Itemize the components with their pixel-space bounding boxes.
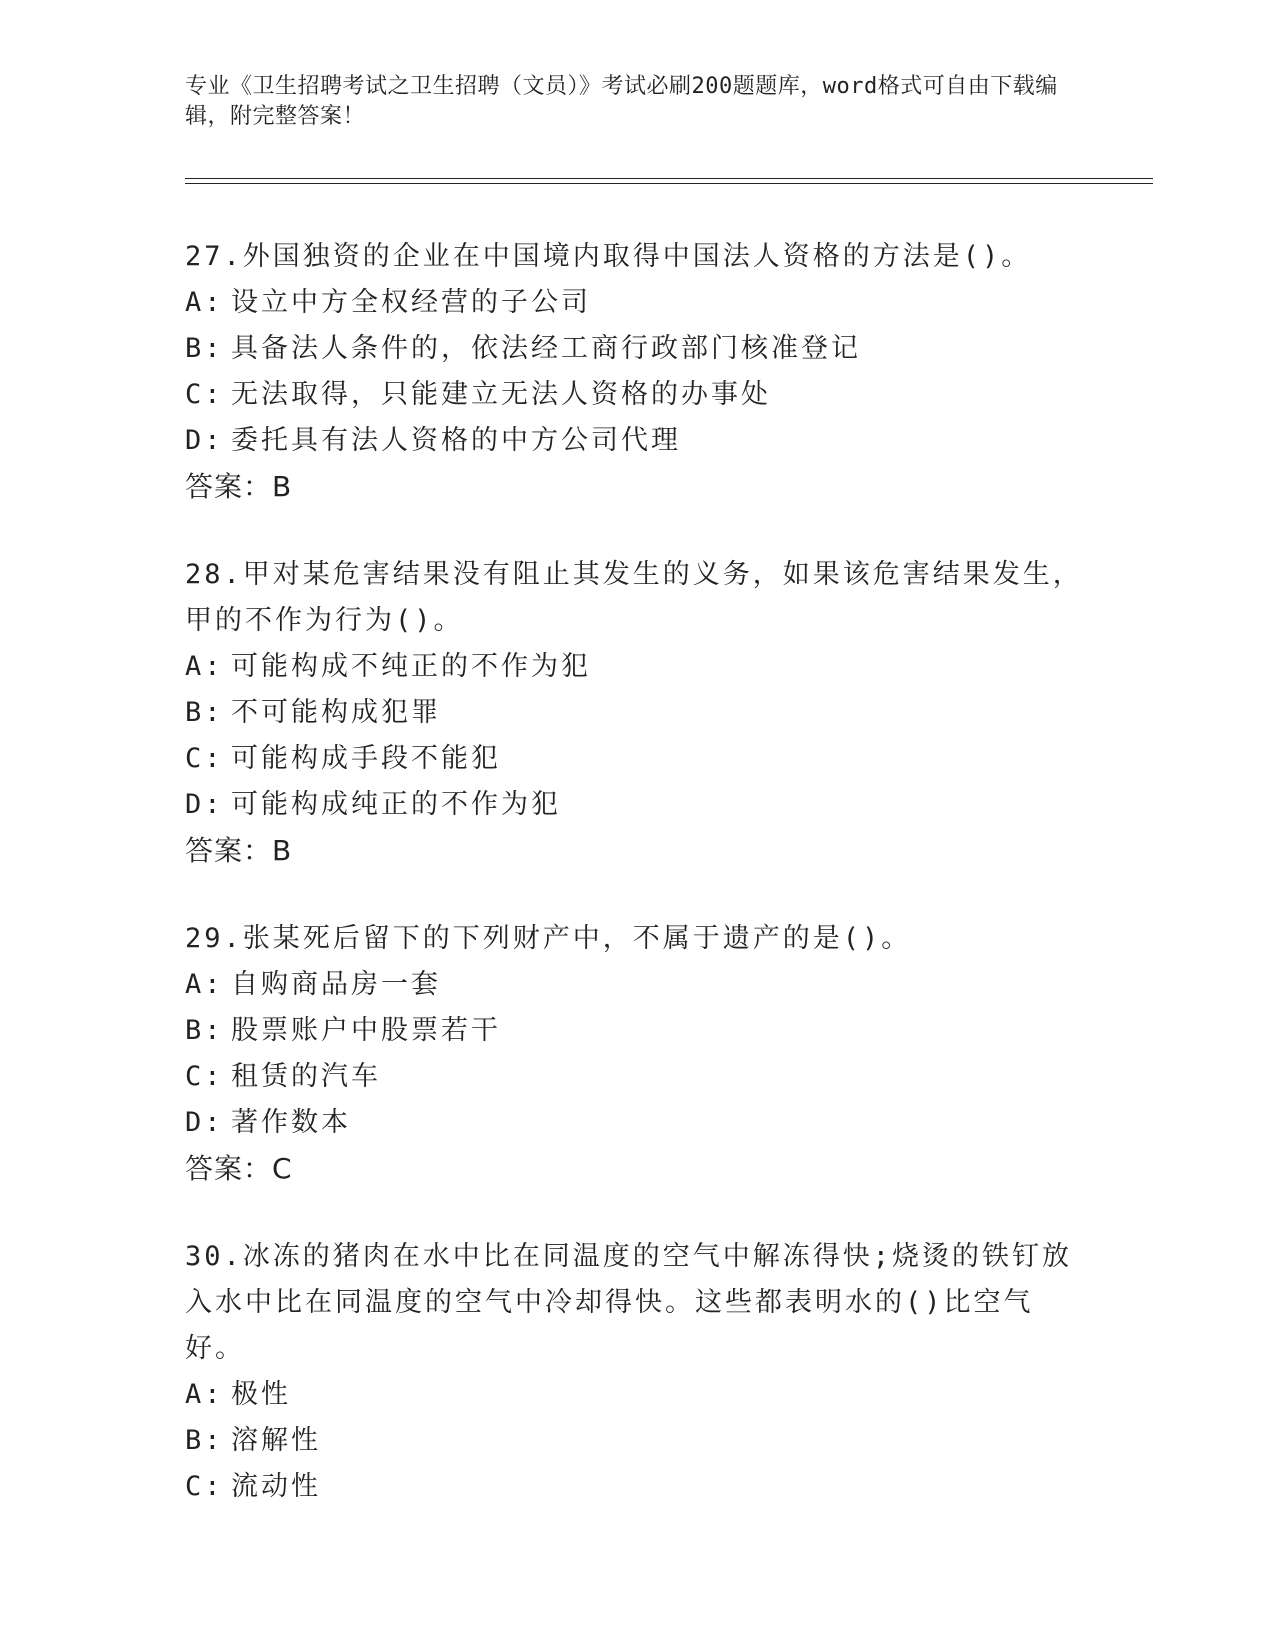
header-divider-top [185,178,1153,179]
option-key: C: [185,743,224,774]
option-key: D: [185,425,224,456]
question-stem: 29.张某死后留下的下列财产中，不属于遗产的是()。 [185,923,912,954]
option-a [185,280,1085,326]
option-text: 股票账户中股票若干 [231,1015,501,1046]
answer: 答案：B [185,834,293,867]
option-c [185,1464,1085,1510]
option-a [185,962,1085,1008]
option-key: D: [185,1107,224,1138]
option-text: 自购商品房一套 [231,969,441,1000]
option-key: B: [185,333,224,364]
option-d [185,418,1085,464]
option-text: 流动性 [231,1471,321,1502]
option-d [185,1100,1085,1146]
answer: 答案：C [185,1152,293,1185]
question-stem: 30.冰冻的猪肉在水中比在同温度的空气中解冻得快;烧烫的铁钉放入水中比在同温度的空气中冷却得快。这些都表明水的()比空气好。 [185,1241,1073,1364]
option-b [185,1008,1085,1054]
option-text: 著作数本 [231,1107,351,1138]
option-key: A: [185,969,224,1000]
option-c [185,736,1085,782]
option-text: 具备法人条件的，依法经工商行政部门核准登记 [231,333,861,364]
option-text: 租赁的汽车 [231,1061,381,1092]
option-a [185,1372,1085,1418]
option-key: B: [185,1015,224,1046]
option-b [185,690,1085,736]
option-text: 极性 [231,1379,291,1410]
option-text: 溶解性 [231,1425,321,1456]
question-30 [185,1234,1085,1510]
question-stem: 28.甲对某危害结果没有阻止其发生的义务，如果该危害结果发生，甲的不作为行为()。 [185,559,1083,636]
option-c [185,1054,1085,1100]
question-29 [185,916,1085,1192]
question-stem: 27.外国独资的企业在中国境内取得中国法人资格的方法是()。 [185,241,1032,272]
option-text: 设立中方全权经营的子公司 [231,287,591,318]
header-divider-bottom [185,183,1153,184]
option-key: A: [185,651,224,682]
option-a [185,644,1085,690]
option-text: 可能构成手段不能犯 [231,743,501,774]
option-d [185,782,1085,828]
option-text: 不可能构成犯罪 [231,697,441,728]
option-text: 无法取得，只能建立无法人资格的办事处 [231,379,771,410]
option-key: C: [185,379,224,410]
option-key: D: [185,789,224,820]
question-list [185,234,1085,1552]
option-key: A: [185,287,224,318]
question-28 [185,552,1085,874]
option-b [185,326,1085,372]
option-text: 可能构成不纯正的不作为犯 [231,651,591,682]
option-key: B: [185,1425,224,1456]
question-27 [185,234,1085,510]
option-text: 可能构成纯正的不作为犯 [231,789,561,820]
document-intro: 专业《卫生招聘考试之卫生招聘（文员）》考试必刷200题题库，word格式可自由下载编辑，附完整答案！ [185,74,1058,129]
option-b [185,1418,1085,1464]
answer: 答案：B [185,470,293,503]
option-key: C: [185,1471,224,1502]
option-key: A: [185,1379,224,1410]
option-c [185,372,1085,418]
option-key: C: [185,1061,224,1092]
option-text: 委托具有法人资格的中方公司代理 [231,425,681,456]
option-key: B: [185,697,224,728]
